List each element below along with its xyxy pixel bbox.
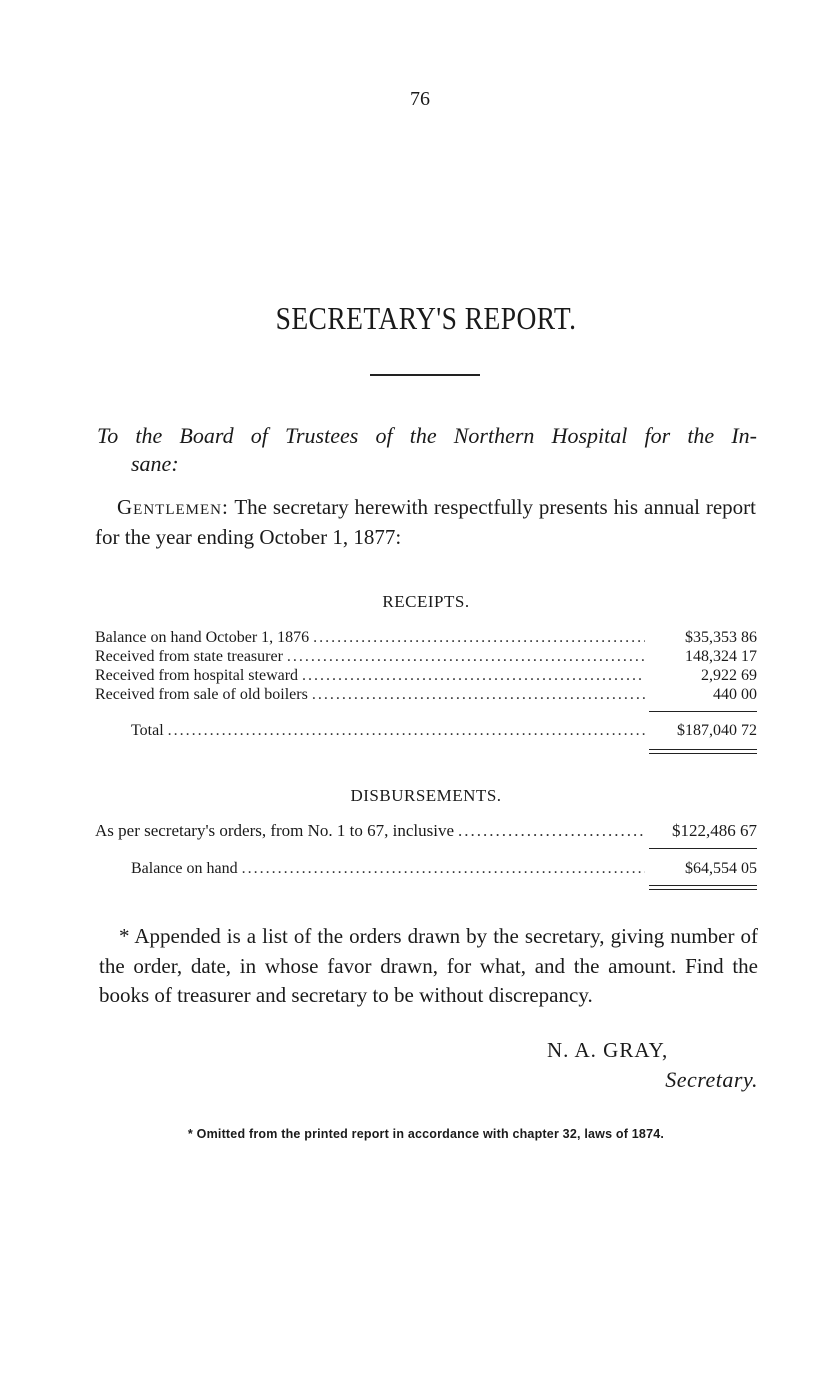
balance-label: Balance on hand xyxy=(131,860,238,877)
signature-name: N. A. GRAY, xyxy=(547,1038,669,1062)
balance-rule xyxy=(649,848,757,849)
leader-dots xyxy=(287,647,645,666)
receipt-label: Received from sale of old boilers xyxy=(95,686,308,703)
total-double-rule xyxy=(649,749,757,754)
receipt-label: Received from hospital steward xyxy=(95,667,299,684)
address-line-2: sane: xyxy=(131,451,179,476)
receipt-row xyxy=(95,647,757,666)
leader-dots xyxy=(312,685,645,704)
receipt-amount: 440 00 xyxy=(713,686,757,703)
balance-double-rule xyxy=(649,885,757,890)
receipt-amount: 148,324 17 xyxy=(685,648,757,665)
leader-dots xyxy=(168,721,645,740)
subtotal-rule xyxy=(649,711,757,712)
receipts-heading: RECEIPTS. xyxy=(382,592,470,611)
salutation-text: The secretary herewith respectfully presents his annual report for the year ending October 1, 1877: xyxy=(95,495,756,549)
disbursement-row xyxy=(95,821,757,840)
leader-dots xyxy=(313,628,645,647)
balance-ledger xyxy=(95,859,757,878)
leader-dots xyxy=(302,666,645,685)
receipt-label: Received from state treasurer xyxy=(95,648,283,665)
appendix-paragraph: * Appended is a list of the orders drawn by the secretary, giving number of the order, date, in whose favor drawn, for what, and the amount. Find the books of treasurer and secretary to be without discrepancy. xyxy=(99,924,758,1007)
report-title: SECRETARY'S REPORT. xyxy=(275,300,577,336)
page-number: 76 xyxy=(410,88,430,110)
title-rule xyxy=(370,374,480,376)
disbursement-label: As per secretary's orders, from No. 1 to 67, inclusive xyxy=(95,821,455,840)
disbursements-ledger xyxy=(95,821,757,840)
salutation-paragraph xyxy=(95,492,756,552)
receipt-amount: $35,353 86 xyxy=(685,629,757,646)
receipts-total-row xyxy=(95,721,757,740)
receipt-label: Balance on hand October 1, 1876 xyxy=(95,629,310,646)
leader-dots xyxy=(458,821,645,840)
address-line-1: To the Board of Trustees of the Northern Hospital for the In- xyxy=(97,423,757,448)
leader-dots xyxy=(242,859,645,878)
receipt-row xyxy=(95,666,757,685)
receipt-amount: 2,922 69 xyxy=(701,667,757,684)
receipts-ledger xyxy=(95,628,757,704)
receipt-row xyxy=(95,685,757,704)
salutation-lead: Gentlemen: xyxy=(117,495,229,519)
signature-title: Secretary. xyxy=(665,1067,758,1092)
disbursements-heading: DISBURSEMENTS. xyxy=(350,786,502,805)
balance-amount: $64,554 05 xyxy=(685,860,757,877)
receipts-total-ledger xyxy=(95,721,757,740)
balance-row xyxy=(95,859,757,878)
receipts-total-amount: $187,040 72 xyxy=(677,722,757,739)
receipt-row xyxy=(95,628,757,647)
receipts-total-label: Total xyxy=(131,722,164,739)
disbursement-amount: $122,486 67 xyxy=(672,821,757,840)
footnote: * Omitted from the printed report in accordance with chapter 32, laws of 1874. xyxy=(187,1127,665,1141)
